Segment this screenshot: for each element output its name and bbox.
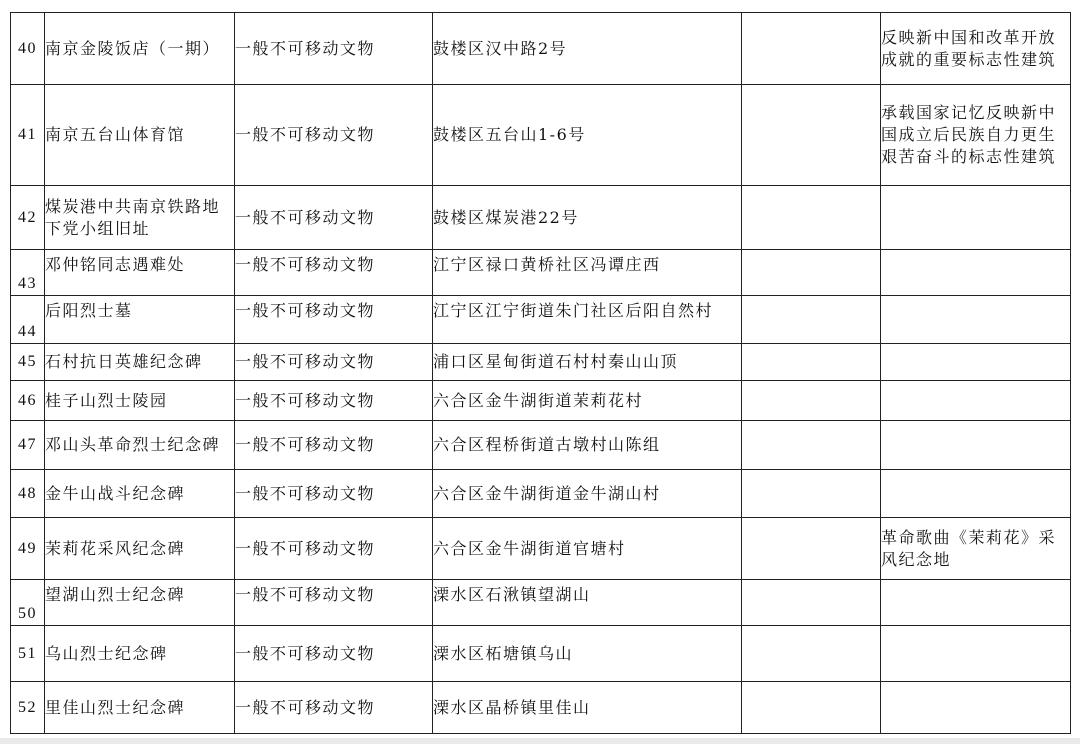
empty-cell [742, 421, 881, 470]
table-row [11, 381, 1071, 421]
empty-cell [742, 470, 881, 518]
relic-type: 一般不可移动文物 [235, 682, 433, 734]
empty-cell [742, 344, 881, 381]
relic-name: 南京五台山体育馆 [45, 85, 235, 186]
relic-note [881, 626, 1071, 682]
row-number: 50 [11, 580, 45, 626]
row-number: 46 [11, 381, 45, 421]
table-row [11, 682, 1071, 734]
relic-note [881, 296, 1071, 344]
relic-address: 溧水区晶桥镇里佳山 [433, 682, 742, 734]
row-number: 45 [11, 344, 45, 381]
relic-address: 江宁区江宁街道朱门社区后阳自然村 [433, 296, 742, 344]
relic-note: 革命歌曲《茉莉花》采风纪念地 [881, 518, 1071, 580]
table-row [11, 344, 1071, 381]
relic-name: 邓山头革命烈士纪念碑 [45, 421, 235, 470]
relic-note [881, 186, 1071, 250]
relic-address: 六合区金牛湖街道茉莉花村 [433, 381, 742, 421]
empty-cell [742, 296, 881, 344]
relic-type: 一般不可移动文物 [235, 580, 433, 626]
relic-name: 桂子山烈士陵园 [45, 381, 235, 421]
relic-note [881, 421, 1071, 470]
relic-name: 邓仲铭同志遇难处 [45, 250, 235, 296]
relic-name: 煤炭港中共南京铁路地下党小组旧址 [45, 186, 235, 250]
relic-type: 一般不可移动文物 [235, 296, 433, 344]
relic-type: 一般不可移动文物 [235, 626, 433, 682]
relic-name: 乌山烈士纪念碑 [45, 626, 235, 682]
relic-type: 一般不可移动文物 [235, 381, 433, 421]
relic-address: 六合区金牛湖街道官塘村 [433, 518, 742, 580]
relic-type: 一般不可移动文物 [235, 470, 433, 518]
relic-note [881, 682, 1071, 734]
row-number: 44 [11, 296, 45, 344]
relic-name: 后阳烈士墓 [45, 296, 235, 344]
relic-address: 鼓楼区煤炭港22号 [433, 186, 742, 250]
empty-cell [742, 13, 881, 85]
table-row [11, 296, 1071, 344]
table-row [11, 470, 1071, 518]
relic-note: 反映新中国和改革开放成就的重要标志性建筑 [881, 13, 1071, 85]
relic-address: 鼓楼区五台山1-6号 [433, 85, 742, 186]
relic-name: 南京金陵饭店（一期） [45, 13, 235, 85]
row-number: 51 [11, 626, 45, 682]
row-number: 40 [11, 13, 45, 85]
relic-address: 鼓楼区汉中路2号 [433, 13, 742, 85]
empty-cell [742, 626, 881, 682]
table-row [11, 85, 1071, 186]
row-number: 42 [11, 186, 45, 250]
table-row [11, 250, 1071, 296]
relic-type: 一般不可移动文物 [235, 421, 433, 470]
relic-address: 六合区程桥街道古墩村山陈组 [433, 421, 742, 470]
empty-cell [742, 85, 881, 186]
relic-address: 江宁区禄口黄桥社区冯谭庄西 [433, 250, 742, 296]
relic-type: 一般不可移动文物 [235, 186, 433, 250]
relic-name: 金牛山战斗纪念碑 [45, 470, 235, 518]
relic-type: 一般不可移动文物 [235, 13, 433, 85]
empty-cell [742, 682, 881, 734]
relic-note: 承载国家记忆反映新中国成立后民族自力更生艰苦奋斗的标志性建筑 [881, 85, 1071, 186]
empty-cell [742, 381, 881, 421]
table-row [11, 13, 1071, 85]
relic-type: 一般不可移动文物 [235, 85, 433, 186]
relic-type: 一般不可移动文物 [235, 518, 433, 580]
row-number: 47 [11, 421, 45, 470]
table-row [11, 421, 1071, 470]
page-bottom-edge [0, 738, 1080, 744]
heritage-table [10, 12, 1071, 734]
relic-name: 里佳山烈士纪念碑 [45, 682, 235, 734]
relic-address: 六合区金牛湖街道金牛湖山村 [433, 470, 742, 518]
relic-type: 一般不可移动文物 [235, 344, 433, 381]
relic-note [881, 250, 1071, 296]
relic-name: 望湖山烈士纪念碑 [45, 580, 235, 626]
relic-note [881, 580, 1071, 626]
table-row [11, 186, 1071, 250]
row-number: 41 [11, 85, 45, 186]
relic-name: 茉莉花采风纪念碑 [45, 518, 235, 580]
table-row [11, 580, 1071, 626]
empty-cell [742, 250, 881, 296]
relic-note [881, 470, 1071, 518]
relic-type: 一般不可移动文物 [235, 250, 433, 296]
table-row [11, 518, 1071, 580]
row-number: 43 [11, 250, 45, 296]
relic-name: 石村抗日英雄纪念碑 [45, 344, 235, 381]
row-number: 48 [11, 470, 45, 518]
relic-address: 溧水区柘塘镇乌山 [433, 626, 742, 682]
empty-cell [742, 580, 881, 626]
relic-address: 浦口区星甸街道石村村秦山山顶 [433, 344, 742, 381]
empty-cell [742, 518, 881, 580]
empty-cell [742, 186, 881, 250]
table-row [11, 626, 1071, 682]
row-number: 49 [11, 518, 45, 580]
relic-address: 溧水区石湫镇望湖山 [433, 580, 742, 626]
relic-note [881, 344, 1071, 381]
row-number: 52 [11, 682, 45, 734]
relic-note [881, 381, 1071, 421]
